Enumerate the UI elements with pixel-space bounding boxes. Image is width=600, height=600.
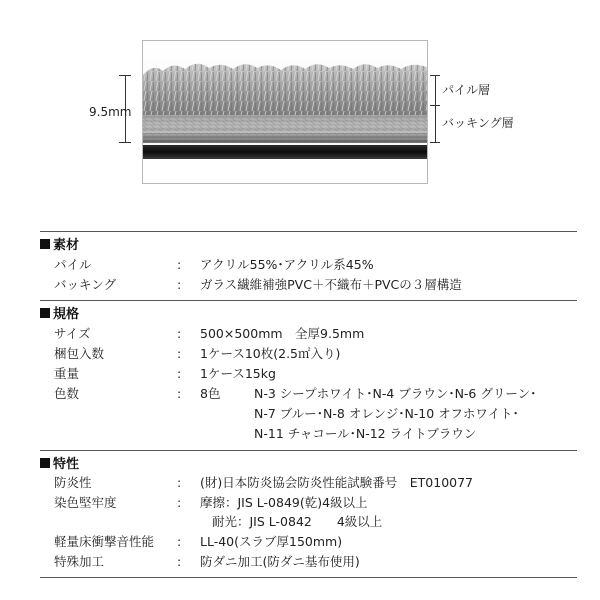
pile-layer-label: パイル層 xyxy=(442,83,491,97)
spec-key: バッキング xyxy=(54,277,117,292)
section-heading-features xyxy=(40,453,79,472)
heading-square-icon xyxy=(40,239,50,249)
spec-value: 防ダニ加工(防ダニ基布使用) xyxy=(200,554,360,569)
carpet-cross-section-drawing xyxy=(143,41,428,184)
carpet-cross-section-photo xyxy=(142,40,428,184)
spec-key: サイズ xyxy=(54,326,91,341)
spec-value: LL-40(スラブ厚150mm) xyxy=(200,534,343,549)
backing-layer-label: バッキング層 xyxy=(442,116,514,130)
spec-value: 1ケース10枚(2.5㎡入り) xyxy=(200,346,341,361)
spec-value: 1ケース15kg xyxy=(200,366,276,381)
spec-value: (財)日本防炎協会防炎性能試験番号 ET010077 xyxy=(200,475,474,490)
backing-bracket-bottom xyxy=(430,142,440,143)
spec-key: 梱包入数 xyxy=(54,346,105,361)
spec-separator: : xyxy=(177,326,182,341)
spec-key: パイル xyxy=(54,257,92,272)
spec-key: 特殊加工 xyxy=(54,554,105,569)
section-heading-text: 規格 xyxy=(53,307,80,322)
spec-value: 8色 xyxy=(200,386,221,401)
spec-separator: : xyxy=(177,346,182,361)
spec-separator: : xyxy=(177,386,182,401)
spec-value: ガラス繊維補強PVC＋不織布＋PVCの３層構造 xyxy=(200,277,462,292)
section-heading-text: 特性 xyxy=(53,457,80,472)
section-divider xyxy=(40,300,577,301)
spec-key: 染色堅牢度 xyxy=(54,495,117,510)
spec-key: 軽量床衝撃音性能 xyxy=(54,534,155,549)
color-list-line: N-3 シープホワイト･N-4 ブラウン･N-6 グリーン･ xyxy=(254,386,537,401)
spec-separator: : xyxy=(177,534,182,549)
spec-separator: : xyxy=(177,257,182,272)
section-divider-bottom xyxy=(40,577,577,578)
spec-separator: : xyxy=(177,366,182,381)
spec-value: アクリル55%･アクリル系45% xyxy=(200,257,374,272)
thickness-label: 9.5mm xyxy=(89,105,132,119)
color-list-line: N-11 チャコール･N-12 ライトブラウン xyxy=(254,426,477,441)
pile-bracket-line xyxy=(435,75,436,105)
spec-key: 色数 xyxy=(54,386,80,401)
dimension-bottom-tick xyxy=(119,142,131,143)
color-list-line: N-7 ブルー･N-8 オレンジ･N-10 オフホワイト･ xyxy=(254,406,519,421)
spec-value: 摩擦：JIS L-0849(乾)4級以上 xyxy=(200,495,368,510)
spec-key: 防炎性 xyxy=(54,475,92,490)
spec-separator: : xyxy=(177,554,182,569)
section-heading-text: 素材 xyxy=(53,238,80,253)
section-divider xyxy=(40,231,577,232)
spec-value: 耐光：JIS L-0842 4級以上 xyxy=(212,514,383,529)
spec-separator: : xyxy=(177,475,182,490)
spec-value: 500×500mm 全厚9.5mm xyxy=(200,326,365,341)
spec-separator: : xyxy=(177,495,182,510)
backing-bracket-line xyxy=(435,105,436,142)
heading-square-icon xyxy=(40,458,50,468)
section-heading-spec xyxy=(40,303,79,322)
spec-key: 重量 xyxy=(54,366,80,381)
spec-separator: : xyxy=(177,277,182,292)
section-heading-material xyxy=(40,234,79,253)
heading-square-icon xyxy=(40,308,50,318)
section-divider xyxy=(40,450,577,451)
